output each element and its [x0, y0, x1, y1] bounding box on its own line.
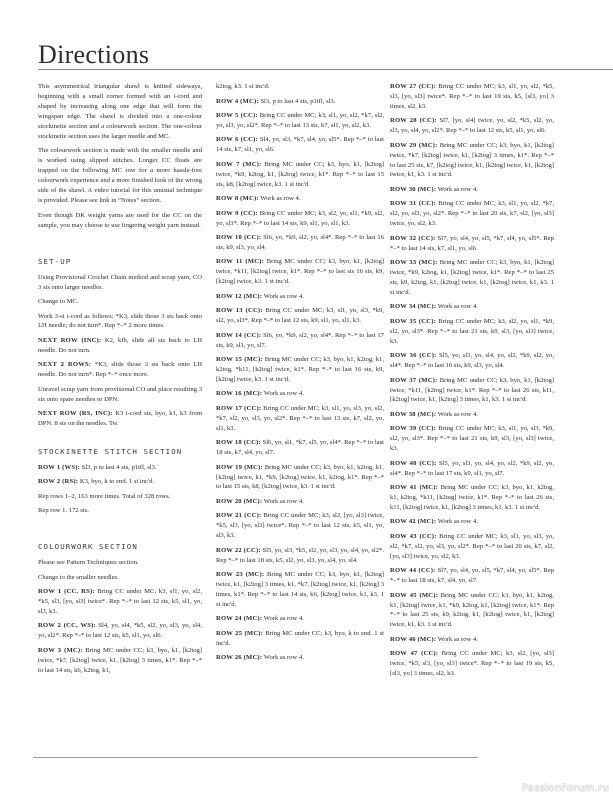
row-label: ROW 11 (MC):	[216, 258, 264, 266]
instruction-item	[390, 376, 554, 406]
instruction-text: Work 3-st i-cord as follows: *K3, slide those 3 sts back onto LH needle; do not turn*. Rep *–* 2 more times.	[38, 312, 202, 330]
instruction-text: Bring CC under MC; k3, sl2, yo, sl1, *k9, sl2, yo, sl3*. Rep *–* to last 21 sts, k9, sl3, [yo, sl3] twice, k3.	[390, 317, 554, 345]
intro-paragraph: This asymmetrical triangular shawl is knitted sideways, beginning with a small corner formed with an i-cord and shaped by increasing along one edge that will form the wingspan edge. The shawl is divided into a one-colour stockinette section and a colourwork section. The one-colour stockinette section uses the larger needle and MC.	[38, 83, 202, 140]
instruction-text: K3, byo, k to end. 1 st inc'd.	[78, 478, 155, 486]
instruction-item	[216, 233, 384, 253]
instruction-item	[216, 135, 384, 155]
instruction-text: Work as row 4.	[436, 410, 478, 418]
instruction-item	[216, 570, 384, 610]
colourwork-list-col3	[390, 82, 554, 679]
row-label: ROW 1 (CC, RS):	[38, 588, 95, 596]
instruction-item	[38, 385, 202, 405]
instruction-text: Bring CC under MC; k3, sl2, [yo, sl3] twice, *k5, sl3, [yo, sl3] twice*. Rep *–* to last 19 sts, k5, [sl3, yo] 3 times, sl2, k3.	[390, 650, 554, 678]
row-label: ROW 30 (MC):	[390, 185, 437, 193]
stockinette-list	[38, 463, 202, 516]
instruction-item	[390, 649, 554, 679]
instruction-text: *K3, slide those 3 sts back onto LH needle. Do not turn*. Rep *–* once more.	[38, 361, 202, 379]
instruction-item	[390, 116, 554, 136]
instruction-item	[216, 160, 384, 190]
row-label: ROW 41 (MC):	[390, 484, 439, 492]
column-2	[216, 82, 384, 668]
instruction-text: Sl6, yo, sl1, *k7, sl5, yo, sl4*. Rep *–* to last 18 sts, k7, sl4, yo, sl7.	[216, 439, 384, 457]
instruction-text: Work as row 4.	[262, 390, 304, 398]
instruction-item	[38, 273, 202, 293]
row-label: ROW 6 (CC):	[216, 136, 258, 144]
row-label: ROW 7 (MC):	[216, 160, 262, 168]
row-label: ROW 25 (MC):	[216, 629, 264, 637]
instruction-text: Sl4, yo, sl4, *k5, sl2, yo, sl3, yo, sl4, yo, sl2*. Rep *–* to last 12 sts, k5, sl1, yo, sl6.	[38, 622, 202, 640]
instruction-text: Bring MC under CC; k3, byo, k to end. 1 st inc'd.	[216, 629, 385, 647]
instruction-item	[216, 111, 384, 131]
colourwork-heading: COLOURWORK SECTION	[38, 542, 138, 552]
instruction-item	[216, 463, 384, 493]
instruction-item	[216, 194, 384, 204]
instruction-text: Bring CC under MC; k3, sl2, [yo, sl3] twice, *k5, sl3, [yo, sl3] twice*. Rep *–* to last 12 sts, k5, sl1, yo, sl3, k3.	[216, 512, 384, 540]
instruction-item	[216, 389, 384, 399]
instruction-item	[390, 185, 554, 195]
instruction-text: Bring CC under MC; k3, sl1, yo, sl2, *k5, sl3, [yo, sl3] twice*. Rep *–* to last 19 sts, k5, [sl3, yo] 3 times, sl2, k3.	[390, 83, 554, 110]
instruction-item	[216, 257, 384, 287]
instruction-item	[38, 477, 202, 487]
instruction-item	[216, 306, 384, 326]
row-label: ROW 1 (WS):	[38, 463, 81, 471]
row-label: ROW 15 (MC):	[216, 356, 263, 364]
instruction-text: Sl5, yo, sl3, *k5, sl2, yo, sl3, yo, sl4, yo, sl2*. Rep *–* to last 18 sts, k5, sl2, yo, sl3, yo, sl4, yo, sl4.	[216, 546, 384, 564]
row-label: ROW 14 (CC):	[216, 331, 262, 339]
instruction-item	[390, 424, 554, 454]
instruction-item	[38, 573, 202, 583]
instruction-item	[38, 312, 202, 332]
instruction-item	[390, 591, 554, 631]
row-label: ROW 33 (MC):	[390, 259, 438, 267]
instruction-item	[38, 409, 202, 429]
instruction-text: Sl5, yo, sl3, yo, sl4, yo, sl2, *k9, sl2, yo, sl4*. Rep *–* to last 16 sts, k9, sl3, yo, sl4.	[390, 352, 554, 370]
instruction-text: Bring CC under MC; k3, sl1, yo, sl3, yo, sl2, *k7, sl2, yo, sl3, yo, sl2*. Rep *–* to last 20 sts, k7, sl2, [yo, sl3] twice, yo, sl2, k3.	[390, 532, 554, 560]
row-label: ROW 28 (CC):	[390, 117, 437, 125]
instruction-item	[390, 483, 554, 513]
instruction-text: Work as row 4.	[262, 292, 304, 300]
instruction-item	[216, 209, 384, 229]
instruction-item	[38, 336, 202, 356]
instruction-text: Sl7, yo, sl4, yo, sl5, *k7, sl4, yo, sl5*. Rep *–* to last 18 sts, k7, sl4, yo, sl7.	[390, 567, 554, 585]
instruction-item	[390, 517, 554, 527]
row-label: ROW 44 (CC):	[390, 567, 436, 575]
instruction-text: Bring CC under MC; k3, sl1, yo, sl2, *k7, sl2, yo, sl3, yo, sl2*. Rep *–* to last 13 sts, k7, sl1, yo, sl2, k3.	[216, 112, 384, 129]
row-label: ROW 5 (CC):	[216, 112, 258, 119]
instruction-item	[216, 653, 384, 663]
instruction-item	[390, 566, 554, 586]
row-label: ROW 20 (MC):	[216, 497, 263, 505]
instruction-item	[38, 360, 202, 380]
row-label: ROW 26 (MC):	[216, 654, 263, 662]
row-label: ROW 19 (MC):	[216, 463, 263, 471]
instruction-text: Bring MC under CC; k3, byo, k1, [k2tog] twice, *k9, k2tog, k1, [k2tog] twice, k1*. Rep *–* to last 15 sts, k8, [k2tog] twice, k3. 1 st inc'd.	[216, 160, 385, 188]
row-label: ROW 43 (CC):	[390, 532, 437, 540]
instruction-text: Rep rows 1–2, 163 more times. Total of 328 rows.	[38, 492, 171, 500]
row-label: ROW 2 (CC, WS):	[38, 622, 96, 630]
instruction-item	[38, 463, 202, 473]
row-label: ROW 9 (CC):	[216, 209, 258, 217]
row-label: ROW 34 (MC):	[390, 303, 437, 311]
row-label: ROW 21 (CC):	[216, 512, 262, 520]
instruction-text: Sl7, [yo, sl4] twice, yo, sl2, *k5, sl2, yo, sl3, yo, sl4, yo, sl2*. Rep *–* to last 12 sts, k5, sl1, yo, sl6.	[390, 117, 554, 135]
instruction-text: Work as row 4.	[436, 635, 478, 643]
instruction-item	[390, 317, 554, 347]
instruction-item	[38, 621, 202, 641]
instruction-item	[390, 141, 554, 181]
instruction-item	[38, 506, 202, 516]
instruction-text: Bring MC under CC; k3, byo, k1, [k2tog] twice, *k11, [k2tog] twice, k1*. Rep *–* to last 26 sts, k11, [k2tog] twice, k1, [k2tog] 3 times, k1, k3. 1 st inc'd.	[390, 376, 555, 404]
row-label: ROW 47 (CC):	[390, 650, 439, 658]
instruction-item	[38, 558, 202, 568]
instruction-text: Bring MC under CC; k3, byo, k1, k2tog, k1, [k2tog] twice, k1, *k9, k2tog, k1, [k2tog] twice, k1*. Rep *–* to last 25 sts, k9, k2tog, k1, [k2tog] twice, k1, [k2tog] twice, k1, k3. 1 st inc'd.	[390, 591, 554, 629]
row-label: ROW 10 (CC):	[216, 234, 262, 242]
instruction-item	[216, 614, 384, 624]
instruction-text: Work as row 4.	[262, 615, 304, 623]
instruction-text: Sl3, p to last 4 sts, p1tfl, sl3.	[80, 463, 157, 471]
instruction-text: Using Provisional Crochet Chain method and scrap yarn, CO 3 sts onto larger needles.	[38, 273, 202, 291]
colourwork-list-col1	[38, 558, 202, 675]
instruction-item	[390, 459, 554, 479]
row-label: ROW 13 (CC):	[216, 307, 263, 315]
instruction-text: Bring CC under MC; k3, sl1, yo, sl3, yo, sl2, *k7, sl2, yo, sl3, yo, sl2*. Rep *–* to last 13 sts, k7, sl2, yo, sl1, k3.	[216, 404, 384, 432]
instruction-text: Bring CC under MC; k3, sl1, yo, sl3, *k9, sl2, yo, sl3*. Rep *–* to last 12 sts, k9, sl1, yo, sl1, k3.	[216, 307, 384, 325]
instruction-text: Bring MC under CC; k3, byo, k1, [k2tog] twice, k1, [k2tog] 3 times, k1, *k7, [k2tog] twice, k1, [k2tog] 3 times, k1*. Rep *–* to last 14 sts, k6, [k2tog] twice, k1, k3. 1 st inc'd.	[216, 571, 384, 608]
instruction-item	[390, 199, 554, 229]
row-label: ROW 8 (MC):	[216, 195, 259, 203]
row-label: ROW 27 (CC):	[390, 83, 436, 90]
instruction-text: Bring CC under MC; k3, sl2, yo, sl1, *k9, sl2, yo, sl3*. Rep *–* to last 14 sts, k9, sl1, yo, sl1, k3.	[216, 209, 384, 227]
instruction-text: K3 i-cord sts, byo, k1, k3 from DPN. 8 sts on the needles. Tw.	[38, 410, 202, 428]
instruction-item	[216, 404, 384, 434]
row-label: ROW 38 (MC):	[390, 410, 437, 418]
instruction-item	[390, 234, 554, 254]
instruction-text: Unravel scrap yarn from provisional CO and place resulting 3 sts onto spare needles or DPN.	[38, 385, 202, 403]
instruction-text: Bring MC under CC; k3, byo, k1, [k2tog] twice, *k7, [k2tog] twice, k1, [k2tog] 3 times, k1*. Rep *–* to last 14 sts, k6, k2tog, k1,	[38, 646, 203, 674]
instruction-item	[216, 629, 384, 649]
column-3	[390, 82, 554, 684]
instruction-text: Bring MC under CC; k3, byo, k1, k2tog, k1, [k2tog] twice, k1, *k9, [k2tog] twice, k1, k2tog, k1*. Rep *–* to last 15 sts, k8, [k2tog] twice, k3. 1 st inc'd.	[216, 463, 384, 491]
instruction-text: Work as row 4.	[262, 497, 304, 505]
instruction-item	[390, 302, 554, 312]
instruction-item	[216, 546, 384, 566]
row-label: NEXT ROW (RS, INC):	[38, 410, 113, 418]
row-label: ROW 12 (MC):	[216, 292, 263, 300]
instruction-item	[216, 355, 384, 385]
instruction-text: Change to the smaller needles.	[38, 573, 119, 581]
instruction-item	[390, 351, 554, 371]
row-label: ROW 32 (CC):	[390, 234, 436, 242]
instruction-item	[38, 492, 202, 502]
instruction-text: Work as row 4.	[258, 195, 301, 203]
intro-paragraph: Even though DK weight yarns are used for the CC on the sample, you may choose to use fingering weight yarn instead.	[38, 211, 202, 229]
page-title: Directions	[38, 40, 150, 69]
instruction-item	[216, 511, 384, 541]
setup-list	[38, 273, 202, 429]
instruction-text: Sl3, p to last 4 sts, p1tfl, sl3.	[258, 97, 336, 105]
row-label: ROW 31 (CC):	[390, 200, 436, 208]
instruction-text: Work as row 4.	[436, 303, 478, 311]
instruction-item	[216, 438, 384, 458]
row-label: ROW 39 (CC):	[390, 425, 436, 433]
title-divider	[38, 69, 613, 70]
row-label: ROW 23 (MC):	[216, 571, 265, 579]
instruction-item	[216, 331, 384, 351]
row-label: ROW 40 (CC):	[390, 459, 437, 467]
row-label: ROW 36 (CC):	[390, 352, 437, 360]
instruction-text: Bring MC under CC; k3, byo, k1, [k2tog] twice, *k7, [k2tog] twice, k1, [k2tog] 3 times, k1*. Rep *–* to last 25 sts, k7, [k2tog] twice, k1, [k2tog] twice, k1, [k2tog] twice, k1, k3. 1 st inc'd.	[390, 141, 555, 179]
row-label: ROW 2 (RS):	[38, 478, 79, 486]
column-1	[38, 82, 202, 680]
row-label: ROW 17 (CC):	[216, 404, 262, 412]
instruction-text: Sl7, yo, sl4, yo, sl5, *k7, sl4, yo, sl5*. Rep *–* to last 14 sts, k7, sl1, yo, sl6.	[390, 234, 554, 252]
instruction-text: Bring MC under CC; k3, byo, k1, [k2tog] twice, *k11, [k2tog] twice, k1*. Rep *–* to last sts 16 sts, k9, [k2tog] twice, k3. 1 st inc'd.	[216, 258, 384, 286]
row-label: ROW 29 (MC):	[390, 141, 438, 149]
instruction-text: Sl4, yo, sl3, *k7, sl4, yo, sl5*. Rep *–* to last 14 sts, k7, sl1, yo, sl6.	[216, 136, 384, 154]
row-label: ROW 3 (MC):	[38, 646, 83, 654]
instruction-item	[38, 587, 202, 617]
instruction-text: Please see Pattern Techniques section.	[38, 559, 139, 567]
setup-heading: SET-UP	[38, 256, 72, 266]
instruction-text: Sl6, yo, *k9, sl2, yo, sl4*. Rep *–* to last 17 sts, k9, sl1, yo, sl7.	[216, 331, 384, 349]
instruction-item	[390, 258, 554, 298]
row-label: ROW 45 (MC):	[390, 591, 439, 599]
instruction-text: Bring CC under MC; k3, sl1, yo, sl2, *k5, sl3, [yo, sl3] twice*. Rep *–* to last 12 sts, k5, sl1, yo, sl3, k3.	[38, 588, 203, 615]
instruction-text: Sl5, yo, sl3, yo, sl4, yo, sl2, *k9, sl2, yo, sl4*. Rep *–* to last 17 sts, k9, sl1, yo, sl7.	[390, 459, 554, 477]
instruction-item	[38, 646, 202, 676]
row-label: ROW 4 (MC):	[216, 97, 259, 105]
instruction-text: Bring MC under CC; k3, byo, k1, [k2tog] twice, *k9, k2tog, k1, [k2tog] twice, k1*. Rep *–* to last 25 sts, k9, k2tog, k1, [k2tog] twice, k1, [k2tog] twice, k1, k3. 1 st inc'd.	[390, 259, 555, 296]
bottom-divider	[33, 757, 478, 758]
row-label: NEXT ROW (INC):	[38, 336, 102, 344]
instruction-text: Change to MC.	[38, 298, 79, 305]
watermark: PassionForum.ru	[521, 783, 609, 794]
instruction-item	[216, 497, 384, 507]
colourwork-list-col2	[216, 82, 384, 663]
row-label: ROW 22 (CC):	[216, 546, 261, 554]
instruction-item	[390, 532, 554, 562]
instruction-item	[216, 82, 384, 92]
instruction-text: K2, kfb, slide all sts back to LH needle. Do not turn.	[38, 336, 202, 354]
row-label: ROW 46 (MC):	[390, 635, 437, 643]
instruction-text: Bring MC under CC; k3, byo, k1, k2tog, k1, k2tog, *k11, [k2tog] twice, k1*. Rep *–* to last 26 sts, k11, [k2tog] twice, k1, [k2tog] 3 times, k1, k3. 1 st inc'd.	[390, 484, 554, 511]
instruction-text: Bring CC under MC; k3, sl1, yo, sl3, *k9, sl2, yo, sl3*. Rep *–* to last 21 sts, k9, sl3, [yo, sl3] twice, k3.	[390, 425, 554, 453]
instruction-text: k2tog, k3. 1 st inc'd.	[216, 83, 270, 90]
row-label: ROW 18 (CC):	[216, 439, 261, 447]
stockinette-heading: STOCKINETTE STITCH SECTION	[38, 446, 183, 456]
row-label: NEXT 2 ROWS:	[38, 361, 92, 369]
instruction-item	[390, 635, 554, 645]
instruction-item	[216, 97, 384, 107]
instruction-text: Work as row 4.	[436, 185, 478, 193]
instruction-item	[390, 410, 554, 420]
row-label: ROW 16 (MC):	[216, 390, 263, 398]
instruction-item	[38, 297, 202, 307]
instruction-text: Rep row 1. 172 sts.	[38, 507, 89, 515]
row-label: ROW 35 (CC):	[390, 317, 436, 325]
instruction-text: Bring CC under MC; k3, sl1, yo, sl2, *k7, sl2, yo, sl3, yo, sl2*. Rep *–* to last 20 sts, k7, sl2, [yo, sl3] twice, yo, sl2, k3.	[390, 200, 554, 228]
instruction-text: Sl6, yo, *k9, sl2, yo, sl4*. Rep *–* to last 16 sts, k9, sl3, yo, sl4.	[216, 234, 384, 251]
row-label: ROW 42 (MC):	[390, 518, 437, 526]
instruction-item	[390, 82, 554, 112]
row-label: ROW 24 (MC):	[216, 615, 263, 623]
row-label: ROW 37 (MC):	[390, 376, 438, 384]
instruction-text: Bring MC under CC; k3, byo, k1, k2tog, k1, k2tog, *k11, [k2tog] twice, k1*. Rep *–* to last 16 sts, k9, [k2tog] twice, k3. 1 st inc'd.	[216, 356, 384, 383]
intro-paragraph: The colourwork section is made with the smaller needle and is worked using slipped stitches. Longer CC floats are trapped on the following MC row for a more hassle-free colourwork experience and a more finished look of the wrong side of the shawl. A video tutorial for this unusual technique is provided. Please see link in “Notes” section.	[38, 147, 202, 204]
instruction-text: Work as row 4.	[262, 654, 304, 662]
instruction-item	[216, 292, 384, 302]
intro-section	[38, 82, 202, 231]
instruction-text: Work as row 4.	[436, 518, 478, 526]
